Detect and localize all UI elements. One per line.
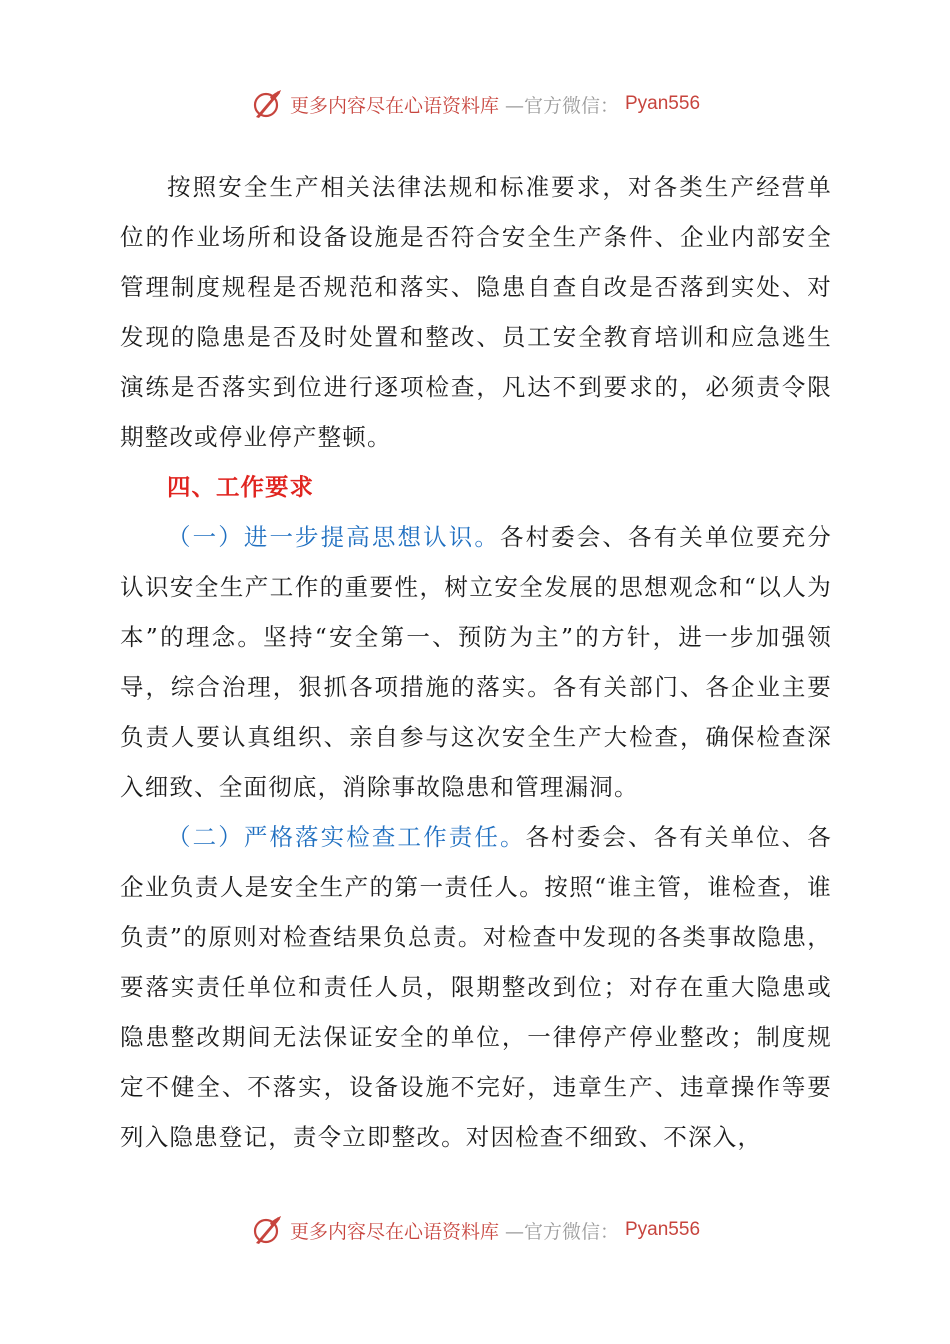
banner-wechat-label: —官方微信： xyxy=(504,94,619,117)
paragraph-responsibility-text: 各村委会、各有关单位、各企业负责人是安全生产的第一责任人。按照“谁主管，谁检查，谁负责”的原则对检查结果负总责。对检查中发现的各类事故隐患，要落实责任单位和责任人员，限期整改到位；对存在重大隐患或隐患整改期间无法保证安全的单位，一律停产停业整改；制度规定不健全、不落实，设备设施不完好，违章生产、违章操作等要列入隐患登记，责令立即整改。对因检查不细致、不深入， xyxy=(120,823,832,1151)
section-heading-work-requirements: 四、工作要求 xyxy=(167,473,314,501)
banner-text: 更多内容尽在心语资料库 xyxy=(289,1220,499,1243)
quill-logo-icon xyxy=(250,1213,284,1247)
quill-logo-icon xyxy=(250,87,284,121)
banner-wechat-id: Pyan556 xyxy=(625,93,701,114)
banner-text: 更多内容尽在心语资料库 xyxy=(289,94,499,117)
paragraph-raise-awareness xyxy=(120,512,832,812)
banner-wechat-label: —官方微信： xyxy=(504,1220,619,1243)
document-body xyxy=(120,162,832,1162)
paragraph-raise-awareness-text: 各村委会、各有关单位要充分认识安全生产工作的重要性，树立安全发展的思想观念和“以人为本”的理念。坚持“安全第一、预防为主”的方针，进一步加强领导，综合治理，狠抓各项措施的落实。各有关部门、各企业主要负责人要认真组织、亲自参与这次安全生产大检查，确保检查深入细致、全面彻底，消除事故隐患和管理漏洞。 xyxy=(120,523,832,801)
header-banner xyxy=(0,84,950,124)
subheading-raise-awareness: （一）进一步提高思想认识。 xyxy=(167,523,500,551)
footer-banner xyxy=(0,1210,950,1250)
paragraph-inspection: 按照安全生产相关法律法规和标准要求，对各类生产经营单位的作业场所和设备设施是否符合安全生产条件、企业内部安全管理制度规程是否规范和落实、隐患自查自改是否落到实处、对发现的隐患是否及时处置和整改、员工安全教育培训和应急逃生演练是否落实到位进行逐项检查，凡达不到要求的，必须责令限期整改或停业停产整顿。 xyxy=(120,173,832,451)
paragraph-responsibility xyxy=(120,812,832,1162)
subheading-responsibility: （二）严格落实检查工作责任。 xyxy=(167,823,526,851)
banner-wechat-id: Pyan556 xyxy=(625,1219,701,1240)
